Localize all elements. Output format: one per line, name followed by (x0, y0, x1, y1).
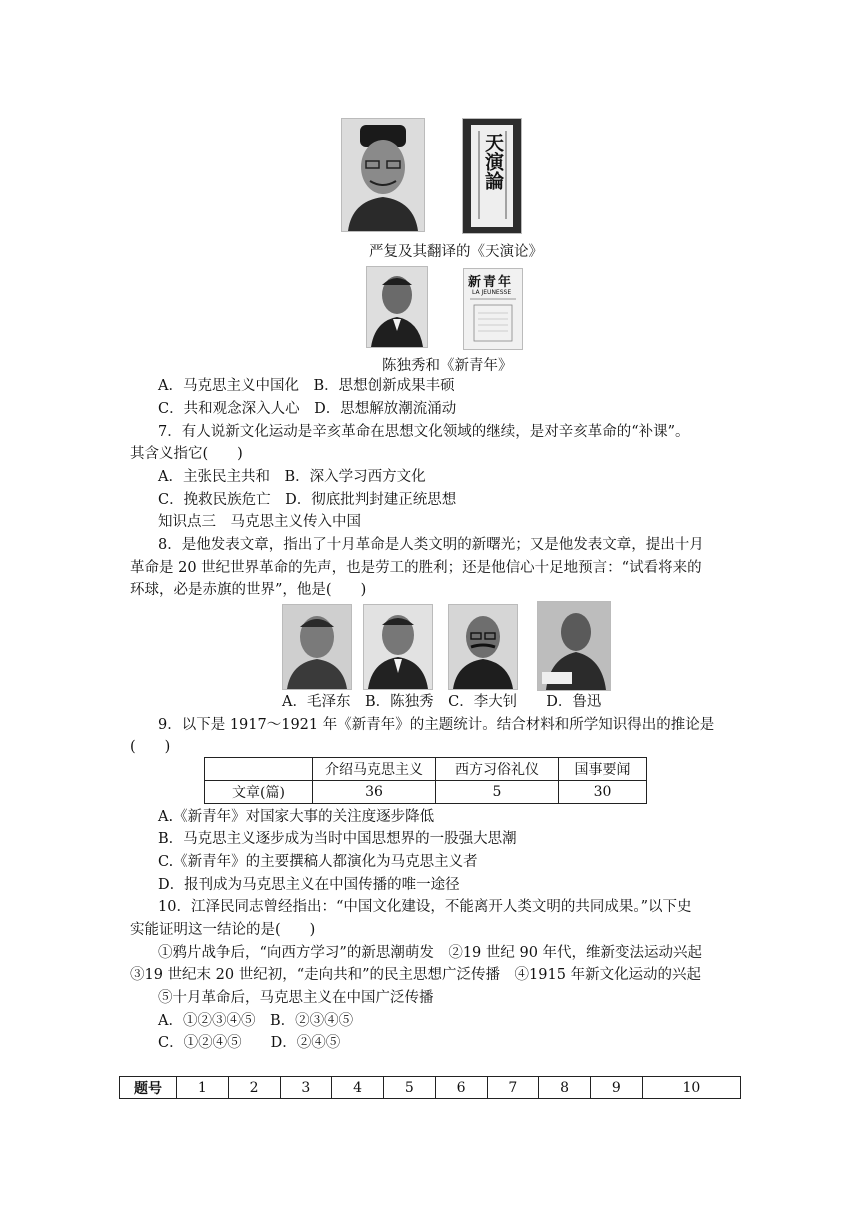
portrait-silhouette (364, 605, 432, 689)
q10-item-line2: ③19 世纪末 20 世纪初，“走向共和”的民主思想广泛传播 ④1915 年新文化运动的兴起 (130, 967, 702, 983)
option-b-portrait (363, 604, 433, 690)
answer-table (119, 1076, 741, 1099)
q10-item-line1: ①鸦片战争后，“向西方学习”的新思潮萌发 ②19 世纪 90 年代，维新变法运动兴起 (158, 945, 703, 961)
q6-options-line2: C．共和观念深入人心 D．思想解放潮流涌动 (158, 401, 457, 417)
xinqingnian-cover-subtitle: LA JEUNESSE (472, 289, 512, 296)
cover-decoration (464, 269, 522, 349)
option-c-portrait (448, 604, 518, 690)
tianyanlun-cover (462, 118, 522, 234)
portrait-silhouette (342, 119, 424, 231)
table-row-label: 文章(篇) (205, 781, 313, 804)
portrait-silhouette (538, 602, 610, 690)
q9-option-b: B．马克思主义逐步成为当时中国思想界的一股强大思潮 (158, 831, 517, 847)
portrait-silhouette (367, 267, 427, 347)
q7-options-line1: A．主张民主共和 B．深入学习西方文化 (158, 469, 426, 485)
table-header-row (205, 758, 647, 781)
section-title: 知识点三 马克思主义传入中国 (158, 514, 361, 530)
q9-option-d: D．报刊成为马克思主义在中国传播的唯一途径 (158, 877, 460, 893)
answer-table-label: 题号 (120, 1077, 177, 1099)
xinqingnian-cover (463, 268, 523, 350)
table-row (120, 1077, 741, 1099)
table-header-cell (205, 758, 313, 781)
question-number-cell[interactable]: 10 (642, 1077, 740, 1099)
q9-option-a: A.《新青年》对国家大事的关注度逐步降低 (158, 809, 435, 825)
option-a-portrait (282, 604, 352, 690)
table-cell: 36 (313, 781, 436, 804)
q8-options: A．毛泽东 B．陈独秀 C．李大钊 D．鲁迅 (282, 694, 602, 710)
question-number-cell[interactable]: 8 (539, 1077, 591, 1099)
question-number-cell[interactable]: 3 (280, 1077, 332, 1099)
table-header-cell: 西方习俗礼仪 (436, 758, 559, 781)
q7-stem-line2: 其含义指它( ) (130, 446, 243, 462)
q7-options-line2: C．挽救民族危亡 D．彻底批判封建正统思想 (158, 492, 457, 508)
question-number-cell[interactable]: 4 (332, 1077, 384, 1099)
q9-option-c: C.《新青年》的主要撰稿人都演化为马克思主义者 (158, 854, 478, 870)
table-row (205, 781, 647, 804)
q8-stem-line1: 8．是他发表文章，指出了十月革命是人类文明的新曙光；又是他发表文章，提出十月 (158, 537, 704, 553)
question-number-cell[interactable]: 2 (228, 1077, 280, 1099)
chenduxiu-caption: 陈独秀和《新青年》 (382, 358, 513, 374)
yanfu-portrait (341, 118, 425, 232)
q6-options-line1: A．马克思主义中国化 B．思想创新成果丰硕 (158, 378, 455, 394)
q8-stem-line3: 环球，必是赤旗的世界”，他是( ) (130, 582, 367, 598)
yanfu-caption: 严复及其翻译的《天演论》 (369, 244, 543, 260)
portrait-silhouette (283, 605, 351, 689)
question-number-cell[interactable]: 7 (487, 1077, 539, 1099)
tianyanlun-cover-title: 天演論 (482, 133, 504, 190)
table-header-cell: 国事要闻 (559, 758, 647, 781)
option-d-portrait (537, 601, 611, 691)
q7-stem-line1: 7．有人说新文化运动是辛亥革命在思想文化领域的继续，是对辛亥革命的“补课”。 (158, 424, 690, 440)
question-number-cell[interactable]: 9 (591, 1077, 643, 1099)
xinqingnian-cover-title: 新青年 (468, 275, 514, 290)
table-cell: 30 (559, 781, 647, 804)
q9-stem-line1: 9．以下是 1917～1921 年《新青年》的主题统计。结合材料和所学知识得出的推论是 (158, 717, 715, 733)
q10-stem-line2: 实能证明这一结论的是( ) (130, 922, 316, 938)
q10-stem-line1: 10．江泽民同志曾经指出：“中国文化建设，不能离开人类文明的共同成果。”以下史 (158, 899, 692, 915)
chenduxiu-portrait (366, 266, 428, 348)
q10-options-line1: A．①②③④⑤ B．②③④⑤ (158, 1013, 354, 1029)
q8-stem-line2: 革命是 20 世纪世界革命的先声，也是劳工的胜利；还是他信心十足地预言：“试看将来的 (130, 560, 702, 576)
q9-stem-line2: ( ) (130, 739, 171, 755)
table-cell: 5 (436, 781, 559, 804)
question-number-cell[interactable]: 6 (435, 1077, 487, 1099)
table-header-cell: 介绍马克思主义 (313, 758, 436, 781)
question-number-cell[interactable]: 5 (384, 1077, 436, 1099)
q10-item-line3: ⑤十月革命后，马克思主义在中国广泛传播 (158, 990, 434, 1006)
q10-options-line2: C．①②④⑤ D．②④⑤ (158, 1035, 341, 1051)
q9-statistics-table (204, 757, 647, 804)
portrait-silhouette (449, 605, 517, 689)
question-number-cell[interactable]: 1 (177, 1077, 229, 1099)
